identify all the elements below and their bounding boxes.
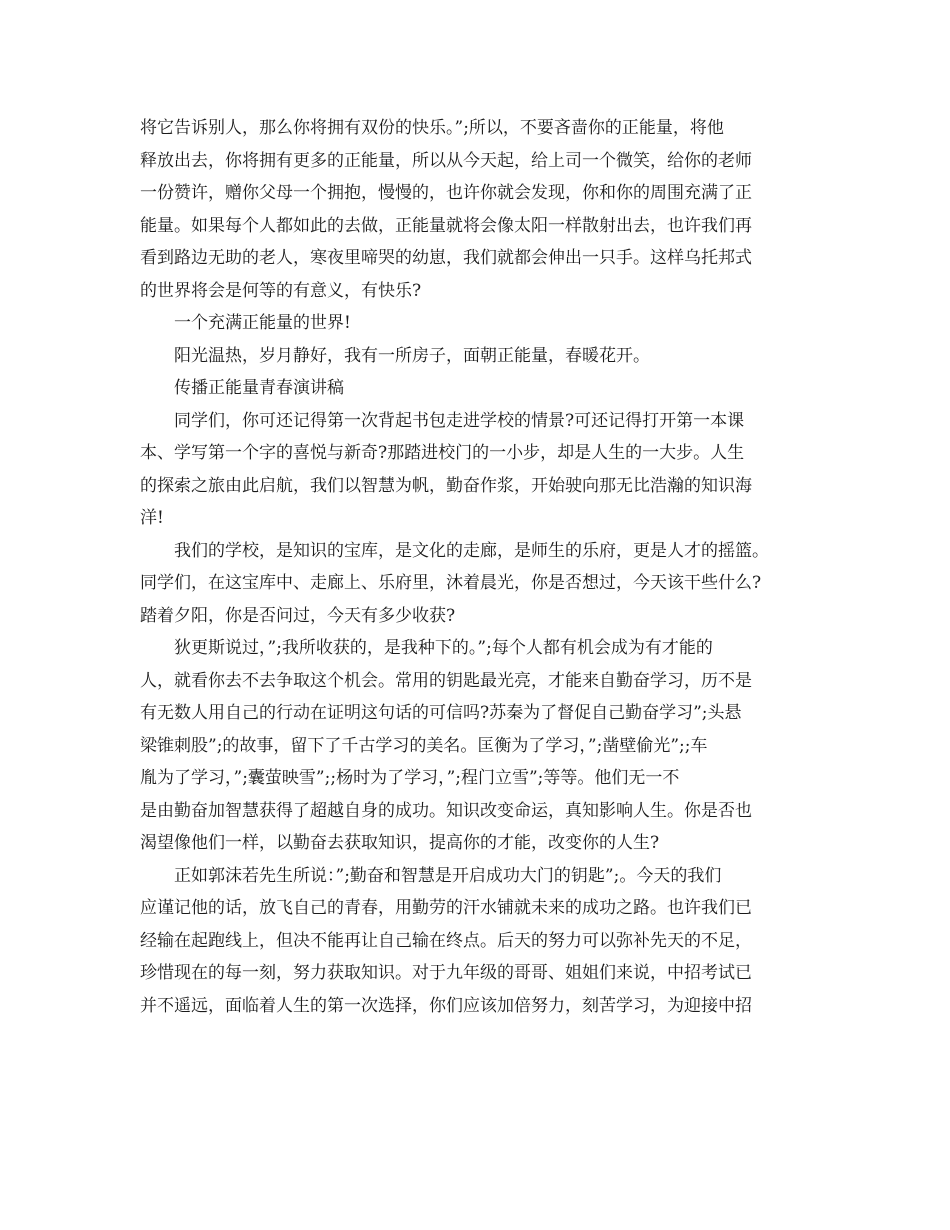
text-line: 人，就看你去不去争取这个机会。常用的钥匙最光亮，才能来自勤奋学习，历不是	[140, 670, 752, 691]
text-line: 狄更斯说过，”;我所收获的，是我种下的。”;每个人都有机会成为有才能的	[174, 638, 713, 658]
text-line: 的探索之旅由此启航，我们以智慧为帆，勤奋作浆，开始驶向那无比浩瀚的知识海	[140, 475, 752, 496]
text-line: 应谨记他的话，放飞自己的青春，用勤劳的汗水铺就未来的成功之路。也许我们已	[140, 898, 752, 918]
document-body	[140, 112, 812, 1022]
text-line: 将它告诉别人，那么你将拥有双份的快乐。”;所以，不要吝啬你的正能量，将他	[140, 118, 724, 138]
text-line: 本、学写第一个字的喜悦与新奇?那踏进校门的一小步，却是人生的一大步。人生	[140, 443, 745, 463]
text-line: 梁锥刺股”;的故事，留下了千古学习的美名。匡衡为了学习，”;凿壁偷光”;;车	[140, 735, 708, 756]
text-line: 阳光温热，岁月静好，我有一所房子，面朝正能量，春暖花开。	[174, 345, 650, 366]
text-line: 能量。如果每个人都如此的去做，正能量就将会像太阳一样散射出去，也许我们再	[140, 215, 752, 236]
text-line: 看到路边无助的老人，寒夜里啼哭的幼崽，我们就都会伸出一只手。这样乌托邦式	[140, 248, 752, 268]
text-line: 经输在起跑线上，但决不能再让自己输在终点。后天的努力可以弥补先天的不足，	[140, 930, 752, 951]
text-line: 同学们，你可还记得第一次背起书包走进学校的情景?可还记得打开第一本课	[174, 410, 745, 431]
text-line: 的世界将会是何等的有意义，有快乐?	[140, 280, 422, 301]
text-line: 胤为了学习，”;囊萤映雪”;;杨时为了学习，”;程门立雪”;等等。他们无一不	[140, 768, 680, 788]
text-line: 洋!	[140, 508, 164, 528]
text-line: 一份赞许，赠你父母一个拥抱，慢慢的，也许你就会发现，你和你的周围充满了正	[140, 183, 752, 203]
text-line: 是由勤奋加智慧获得了超越自身的成功。知识改变命运，真知影响人生。你是否也	[140, 800, 752, 821]
text-line: 渴望像他们一样，以勤奋去获取知识，提高你的才能，改变你的人生?	[140, 833, 660, 853]
text-line: 有无数人用自己的行动在证明这句话的可信吗?苏秦为了督促自己勤奋学习”;头悬	[140, 703, 742, 723]
text-line: 同学们，在这宝库中、走廊上、乐府里，沐着晨光，你是否想过，今天该干些什么?	[140, 573, 762, 593]
text-line: 正如郭沫若先生所说：”;勤奋和智慧是开启成功大门的钥匙”;。今天的我们	[174, 865, 722, 886]
text-line: 我们的学校，是知识的宝库，是文化的走廊，是师生的乐府，更是人才的摇篮。	[174, 540, 769, 561]
text-line: 珍惜现在的每一刻，努力获取知识。对于九年级的哥哥、姐姐们来说，中招考试已	[140, 963, 752, 983]
text-line: 传播正能量青春演讲稿	[174, 378, 344, 398]
text-line: 释放出去，你将拥有更多的正能量，所以从今天起，给上司一个微笑，给你的老师	[140, 150, 752, 171]
text-line: 一个充满正能量的世界!	[174, 313, 351, 333]
text-line: 踏着夕阳，你是否问过，今天有多少收获?	[140, 605, 456, 626]
text-line: 并不遥远，面临着人生的第一次选择，你们应该加倍努力，刻苦学习，为迎接中招	[140, 995, 752, 1016]
